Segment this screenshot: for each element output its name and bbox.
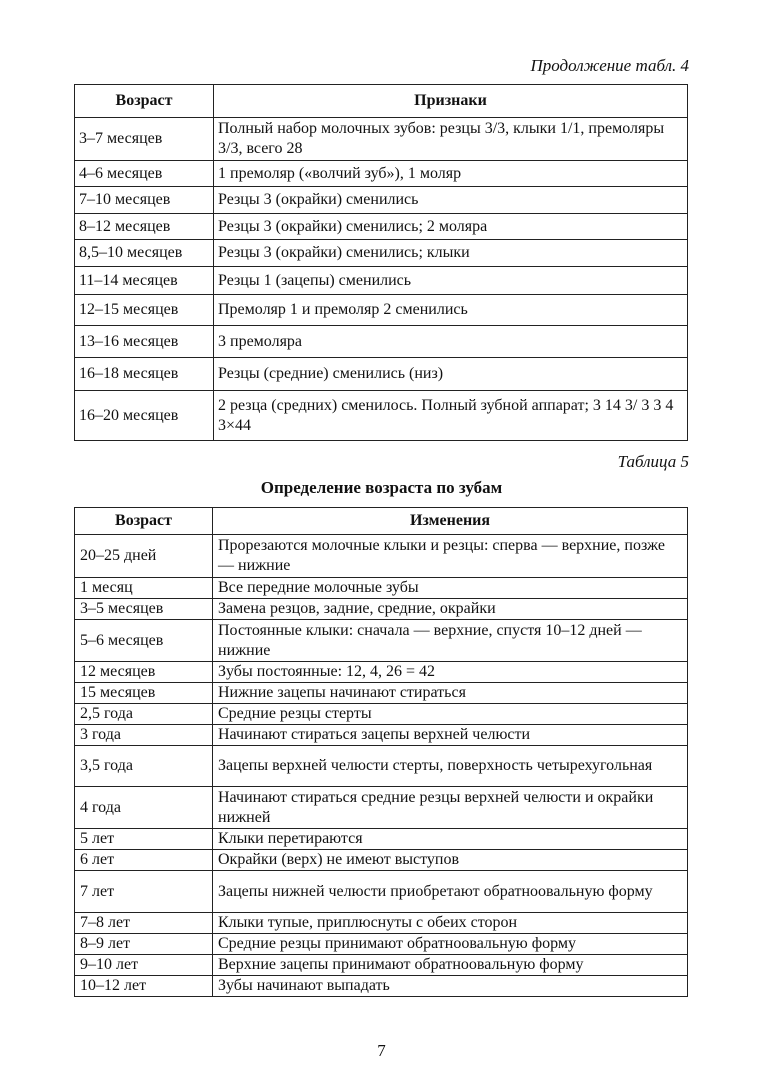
- column-header-changes: Изменения: [213, 508, 688, 535]
- age-cell: 3–7 месяцев: [75, 118, 214, 161]
- age-cell: 5–6 месяцев: [75, 620, 213, 662]
- table-row: [75, 118, 688, 161]
- page-number: 7: [377, 1041, 386, 1060]
- table-row: [75, 391, 688, 441]
- table-row: [75, 704, 688, 725]
- age-cell: 3–5 месяцев: [75, 599, 213, 620]
- age-cell: 16–18 месяцев: [75, 358, 214, 391]
- signs-cell: Резцы 3 (окрайки) сменились; 2 моляра: [214, 214, 688, 240]
- changes-cell: Зубы начинают выпадать: [213, 976, 688, 997]
- changes-cell: Все передние молочные зубы: [213, 578, 688, 599]
- table-continuation-note: Продолжение табл. 4: [530, 56, 689, 75]
- age-cell: 8,5–10 месяцев: [75, 240, 214, 267]
- signs-cell: Резцы 3 (окрайки) сменились: [214, 187, 688, 214]
- age-cell: 8–9 лет: [75, 934, 213, 955]
- changes-cell: Зацепы верхней челюсти стерты, поверхность четырехугольная: [213, 746, 688, 787]
- table-5-title: Определение возраста по зубам: [260, 478, 503, 497]
- signs-cell: Резцы 3 (окрайки) сменились; клыки: [214, 240, 688, 267]
- table-row: [75, 913, 688, 934]
- changes-cell: Средние резцы принимают обратноовальную форму: [213, 934, 688, 955]
- table-row: [75, 295, 688, 326]
- table-4: [74, 84, 688, 441]
- table-row: [75, 326, 688, 358]
- age-cell: 11–14 месяцев: [75, 267, 214, 295]
- changes-cell: Начинают стираться зацепы верхней челюсти: [213, 725, 688, 746]
- age-cell: 12–15 месяцев: [75, 295, 214, 326]
- table-row: [75, 358, 688, 391]
- changes-cell: Клыки тупые, приплюснуты с обеих сторон: [213, 913, 688, 934]
- table-row: [75, 161, 688, 187]
- table-row: [75, 620, 688, 662]
- age-cell: 5 лет: [75, 829, 213, 850]
- table-row: [75, 829, 688, 850]
- age-cell: 7–8 лет: [75, 913, 213, 934]
- column-header-age: Возраст: [75, 85, 214, 118]
- changes-cell: Зубы постоянные: 12, 4, 26 = 42: [213, 662, 688, 683]
- age-cell: 12 месяцев: [75, 662, 213, 683]
- age-cell: 1 месяц: [75, 578, 213, 599]
- changes-cell: Начинают стираться средние резцы верхней челюсти и окрайки нижней: [213, 787, 688, 829]
- table-row: [75, 955, 688, 976]
- table-row: [75, 578, 688, 599]
- table-row: [75, 976, 688, 997]
- age-cell: 7–10 месяцев: [75, 187, 214, 214]
- age-cell: 20–25 дней: [75, 535, 213, 578]
- column-header-age: Возраст: [75, 508, 213, 535]
- age-cell: 15 месяцев: [75, 683, 213, 704]
- table-row: [75, 214, 688, 240]
- table-row: [75, 187, 688, 214]
- changes-cell: Прорезаются молочные клыки и резцы: сперва — верхние, позже — нижние: [213, 535, 688, 578]
- age-cell: 4–6 месяцев: [75, 161, 214, 187]
- age-cell: 3,5 года: [75, 746, 213, 787]
- table-row: [75, 725, 688, 746]
- changes-cell: Зацепы нижней челюсти приобретают обратноовальную форму: [213, 871, 688, 913]
- table-row: [75, 240, 688, 267]
- age-cell: 10–12 лет: [75, 976, 213, 997]
- changes-cell: Клыки перетираются: [213, 829, 688, 850]
- table-5-label: Таблица 5: [617, 452, 689, 471]
- signs-cell: Резцы (средние) сменились (низ): [214, 358, 688, 391]
- changes-cell: Замена резцов, задние, средние, окрайки: [213, 599, 688, 620]
- table-row: [75, 871, 688, 913]
- age-cell: 4 года: [75, 787, 213, 829]
- table-row: [75, 850, 688, 871]
- table-row: [75, 934, 688, 955]
- age-cell: 9–10 лет: [75, 955, 213, 976]
- signs-cell: Резцы 1 (зацепы) сменились: [214, 267, 688, 295]
- table-row: [75, 267, 688, 295]
- age-cell: 3 года: [75, 725, 213, 746]
- column-header-signs: Признаки: [214, 85, 688, 118]
- signs-cell: 3 премоляра: [214, 326, 688, 358]
- age-cell: 13–16 месяцев: [75, 326, 214, 358]
- table-row: [75, 599, 688, 620]
- signs-cell: 2 резца (средних) сменилось. Полный зубной аппарат; 3 14 3/ 3 3 4 3×44: [214, 391, 688, 441]
- changes-cell: Верхние зацепы принимают обратноовальную форму: [213, 955, 688, 976]
- signs-cell: 1 премоляр («волчий зуб»), 1 моляр: [214, 161, 688, 187]
- age-cell: 6 лет: [75, 850, 213, 871]
- changes-cell: Постоянные клыки: сначала — верхние, спустя 10–12 дней — нижние: [213, 620, 688, 662]
- changes-cell: Нижние зацепы начинают стираться: [213, 683, 688, 704]
- signs-cell: Премоляр 1 и премоляр 2 сменились: [214, 295, 688, 326]
- changes-cell: Средние резцы стерты: [213, 704, 688, 725]
- table-row: [75, 787, 688, 829]
- table-row: [75, 746, 688, 787]
- age-cell: 7 лет: [75, 871, 213, 913]
- signs-cell: Полный набор молочных зубов: резцы 3/3, клыки 1/1, премоляры 3/3, всего 28: [214, 118, 688, 161]
- table-5: [74, 507, 688, 997]
- age-cell: 16–20 месяцев: [75, 391, 214, 441]
- age-cell: 2,5 года: [75, 704, 213, 725]
- table-row: [75, 535, 688, 578]
- table-row: [75, 662, 688, 683]
- age-cell: 8–12 месяцев: [75, 214, 214, 240]
- table-row: [75, 683, 688, 704]
- changes-cell: Окрайки (верх) не имеют выступов: [213, 850, 688, 871]
